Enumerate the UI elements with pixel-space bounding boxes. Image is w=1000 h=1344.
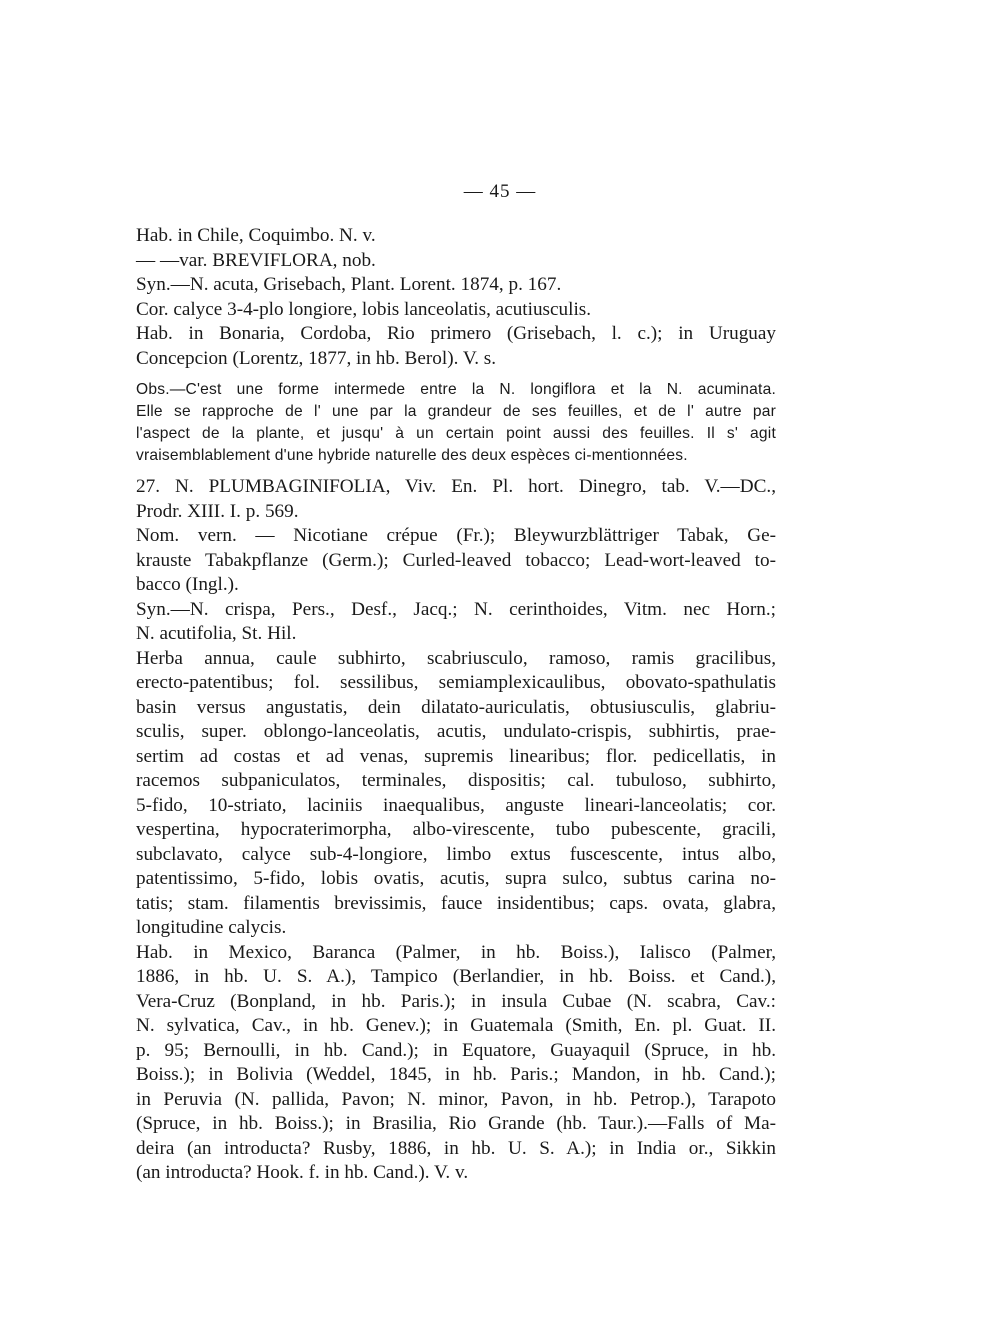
obs-line: vraisemblablement d'une hybride naturelle des deux espèces ci-mentionnées.: [136, 447, 688, 464]
text-line: bacco (Ingl.).: [136, 574, 239, 595]
text-line: 1886, in hb. U. S. A.), Tampico (Berlandier, in hb. Boiss. et Cand.),: [136, 966, 776, 987]
text-line: sculis, super. oblongo-lanceolatis, acutis, undulato-crispis, subhirtis, prae-: [136, 721, 776, 742]
text-line: Prodr. XIII. I. p. 569.: [136, 500, 299, 522]
obs-line: l'aspect de la plante, et jusqu' à un certain point aussi des feuilles. Il s' agit: [136, 425, 776, 442]
obs-line: Obs.—C'est une forme intermede entre la N. longiflora et la N. acuminata.: [136, 381, 776, 398]
text-line: (an introducta? Hook. f. in hb. Cand.). V. v.: [136, 1162, 469, 1183]
text-line: Syn.—N. acuta, Grisebach, Plant. Lorent. 1874, p. 167.: [136, 274, 562, 295]
text-line: — —var. BREVIFLORA, nob.: [136, 249, 376, 271]
text-line: Concepcion (Lorentz, 1877, in hb. Berol). V. s.: [136, 347, 497, 369]
text-line: Herba annua, caule subhirto, scabriusculo, ramoso, ramis gracilibus,: [136, 647, 776, 669]
obs-line: Elle se rapproche de l' une par la grandeur de ses feuilles, et de l' autre par: [136, 403, 776, 420]
text-line: basin versus angustatis, dein dilatato-auriculatis, obtusiusculis, glabriu-: [136, 696, 776, 718]
text-line: Boiss.); in Bolivia (Weddel, 1845, in hb. Paris.; Mandon, in hb. Cand.);: [136, 1064, 776, 1085]
text-line: sertim ad costas et ad venas, supremis linearibus; flor. pedicellatis, in: [136, 745, 776, 767]
text-line: Nom. vern. — Nicotiane crépue (Fr.); Bleywurzblättriger Tabak, Ge-: [136, 525, 776, 546]
text-line: Hab. in Bonaria, Cordoba, Rio primero (Grisebach, l. c.); in Uruguay: [136, 323, 776, 344]
text-line: Cor. calyce 3-4-plo longiore, lobis lanceolatis, acutiusculis.: [136, 298, 592, 320]
text-line: deira (an introducta? Rusby, 1886, in hb. U. S. A.); in India or., Sikkin: [136, 1137, 776, 1159]
text-line: subclavato, calyce sub-4-longiore, limbo extus fuscescente, intus albo,: [136, 843, 776, 865]
text-line: krauste Tabakpflanze (Germ.); Curled-leaved tobacco; Lead-wort-leaved to-: [136, 549, 776, 571]
text-line: in Peruvia (N. pallida, Pavon; N. minor, Pavon, in hb. Petrop.), Tarapoto: [136, 1088, 776, 1110]
text-line: (Spruce, in hb. Boiss.); in Brasilia, Rio Grande (hb. Taur.).—Falls of Ma-: [136, 1113, 776, 1134]
text-line: 27. N. PLUMBAGINIFOLIA, Viv. En. Pl. hort. Dinegro, tab. V.—DC.,: [136, 476, 776, 497]
text-line: racemos subpaniculatos, terminales, dispositis; cal. tubuloso, subhirto,: [136, 770, 776, 791]
text-line: tatis; stam. filamentis brevissimis, fauce insidentibus; caps. ovata, glabra,: [136, 892, 776, 914]
text-line: patentissimo, 5-fido, lobis ovatis, acutis, supra sulco, subtus carina no-: [136, 868, 776, 889]
page-number: — 45 —: [463, 181, 537, 202]
text-line: vespertina, hypocraterimorpha, albo-virescente, tubo pubescente, gracili,: [136, 819, 776, 840]
text-line: Hab. in Mexico, Baranca (Palmer, in hb. Boiss.), Ialisco (Palmer,: [136, 941, 776, 963]
text-line: N. acutifolia, St. Hil.: [136, 623, 297, 644]
page-body: [136, 224, 776, 1186]
text-line: p. 95; Bernoulli, in hb. Cand.); in Equatore, Guayaquil (Spruce, in hb.: [136, 1039, 776, 1061]
text-line: erecto-patentibus; fol. sessilibus, semiamplexicaulibus, obovato-spathulatis: [136, 672, 776, 693]
text-line: Hab. in Chile, Coquimbo. N. v.: [136, 225, 376, 246]
text-line: 5-fido, 10-striato, laciniis inaequalibus, anguste lineari-lanceolatis; cor.: [136, 794, 776, 816]
text-line: longitudine calycis.: [136, 917, 287, 938]
text-line: Syn.—N. crispa, Pers., Desf., Jacq.; N. cerinthoides, Vitm. nec Horn.;: [136, 598, 776, 620]
text-line: Vera-Cruz (Bonpland, in hb. Paris.); in insula Cubae (N. scabra, Cav.:: [136, 990, 776, 1012]
text-line: N. sylvatica, Cav., in hb. Genev.); in Guatemala (Smith, En. pl. Guat. II.: [136, 1015, 776, 1036]
